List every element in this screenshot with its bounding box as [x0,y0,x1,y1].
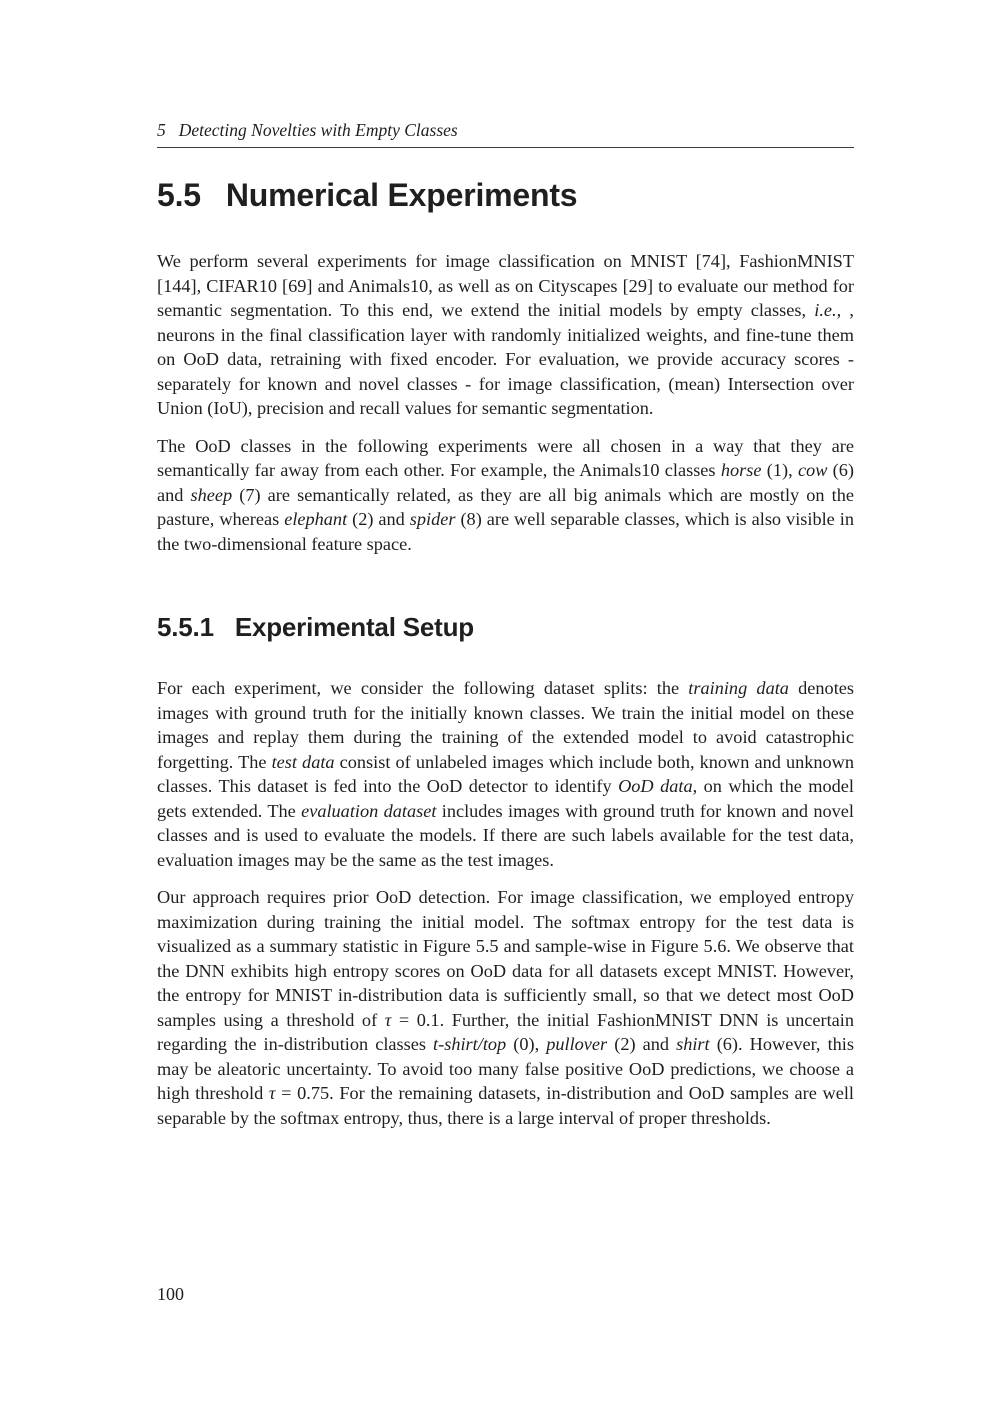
running-header-chapter-title: Detecting Novelties with Empty Classes [178,120,458,140]
paragraph-ood-detection: Our approach requires prior OoD detection. For image classification, we employed entropy maximization during training the initial model. The softmax entropy for the test data is visualized as a summary statistic in Figure 5.5 and sample-wise in Figure 5.6. We observe that the DNN exhibits high entropy scores on OoD data for all datasets except MNIST. However, the entropy for MNIST in-distribution data is sufficiently small, so that we detect most OoD samples using a threshold of τ = 0.1. Further, the initial FashionMNIST DNN is uncertain regarding the in-distribution classes t-shirt/top (0), pullover (2) and shirt (6). However, this may be aleatoric uncertainty. To avoid too many false positive OoD predictions, we choose a high threshold τ = 0.75. For the remaining datasets, in-distribution and OoD samples are well separable by the softmax entropy, thus, there is a large interval of proper thresholds. [157,887,855,1128]
page-footer [157,1283,184,1305]
section-heading [157,177,854,214]
header-rule [157,147,854,148]
subsection-number: 5.5.1 [157,612,214,642]
section-number: 5.5 [157,177,201,213]
document-page [157,0,854,1414]
paragraph-ood-classes: The OoD classes in the following experiments were all chosen in a way that they are semantically far away from each other. For example, the Animals10 classes horse (1), cow (6) and sheep (7) are semantically related, as they are all big animals which are mostly on the pasture, whereas elephant (2) and spider (8) are well separable classes, which is also visible in the two-dimensional feature space. [157,435,855,554]
subsection-title: Experimental Setup [234,612,474,642]
running-header-chapter-number: 5 [157,120,166,140]
page-number: 100 [157,1284,184,1304]
paragraph-experiments-overview: We perform several experiments for image classification on MNIST [74], FashionMNIST [144], CIFAR10 [69] and Animals10, as well as on Cityscapes [29] to evaluate our method for semantic segmentation. To this end, we extend the initial models by empty classes, i.e., , neurons in the final classification layer with randomly initialized weights, and fine-tune them on OoD data, retraining with fixed encoder. For evaluation, we provide accuracy scores - separately for known and novel classes - for image classification, (mean) Intersection over Union (IoU), precision and recall values for semantic segmentation. [157,251,854,418]
section-title: Numerical Experiments [225,177,578,213]
paragraph-dataset-splits: For each experiment, we consider the following dataset splits: the training data denotes images with ground truth for the initially known classes. We train the initial model on these images and replay them during the training of the extended model to avoid catastrophic forgetting. The test data consist of unlabeled images which include both, known and unknown classes. This dataset is fed into the OoD detector to identify OoD data, on which the model gets extended. The evaluation dataset includes images with ground truth for known and novel classes and is used to evaluate the models. If there are such labels available for the test data, evaluation images may be the same as the test images. [157,678,855,870]
running-header [157,0,854,141]
subsection-heading [157,612,854,642]
